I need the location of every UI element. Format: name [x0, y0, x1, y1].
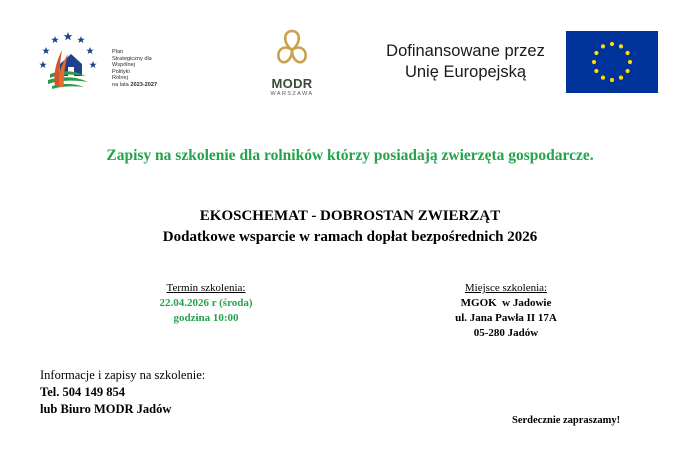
- plan-caption-line: Strategiczny dla: [112, 55, 152, 62]
- page-subtitle: Dodatkowe wsparcie w ramach dopłat bezpośrednich 2026: [162, 229, 538, 245]
- training-location-label: Miejsce szkolenia:: [464, 282, 548, 294]
- eu-stars: [566, 31, 658, 93]
- closing-text: Serdecznie zapraszamy!: [512, 415, 621, 426]
- eu-funding-text: [378, 41, 553, 83]
- modr-trefoil-icon: [275, 28, 309, 70]
- modr-city: WARSZAWA: [270, 91, 314, 97]
- plan-strategiczny-logo: [38, 30, 98, 92]
- training-location-block: [418, 281, 594, 341]
- plan-caption-line: [112, 82, 157, 89]
- plan-caption-line: Rolnej: [112, 75, 128, 82]
- page-title: EKOSCHEMAT - DOBROSTAN ZWIERZĄT: [199, 208, 501, 224]
- plan-caption-line: Wspólnej: [112, 62, 136, 69]
- eu-flag-icon: [566, 31, 658, 93]
- location-postal: 05-280 Jadów: [473, 327, 539, 339]
- training-date-block: [118, 281, 294, 326]
- contact-info-block: [40, 367, 205, 418]
- plan-caption-line: Plan: [112, 49, 124, 55]
- training-date: 22.04.2026 r (środa): [159, 297, 253, 309]
- contact-phone: Tel. 504 149 854: [40, 385, 125, 399]
- plan-strategiczny-caption: [112, 49, 157, 89]
- plan-caption-line: Polityki: [112, 68, 130, 75]
- plan-caption-prefix: na lata: [112, 81, 131, 88]
- contact-info-label: Informacje i zapisy na szkolenie:: [40, 368, 206, 382]
- eu-funding-line-1: Dofinansowane przez: [386, 42, 545, 60]
- location-venue: MGOK w Jadowie: [460, 297, 552, 309]
- plan-strategiczny-emblem-icon: [38, 30, 98, 92]
- modr-logo: [262, 28, 322, 98]
- contact-office: lub Biuro MODR Jadów: [40, 402, 172, 416]
- location-street: ul. Jana Pawła II 17A: [455, 312, 557, 324]
- headline: Zapisy na szkolenie dla rolników którzy posiadają zwierzęta gospodarcze.: [106, 147, 594, 164]
- plan-caption-years: 2023-2027: [130, 81, 158, 88]
- training-time: godzina 10:00: [173, 312, 239, 324]
- eu-funding-line-2: Unię Europejską: [404, 63, 527, 81]
- modr-name: MODR: [271, 76, 313, 91]
- training-date-label: Termin szkolenia:: [166, 282, 246, 294]
